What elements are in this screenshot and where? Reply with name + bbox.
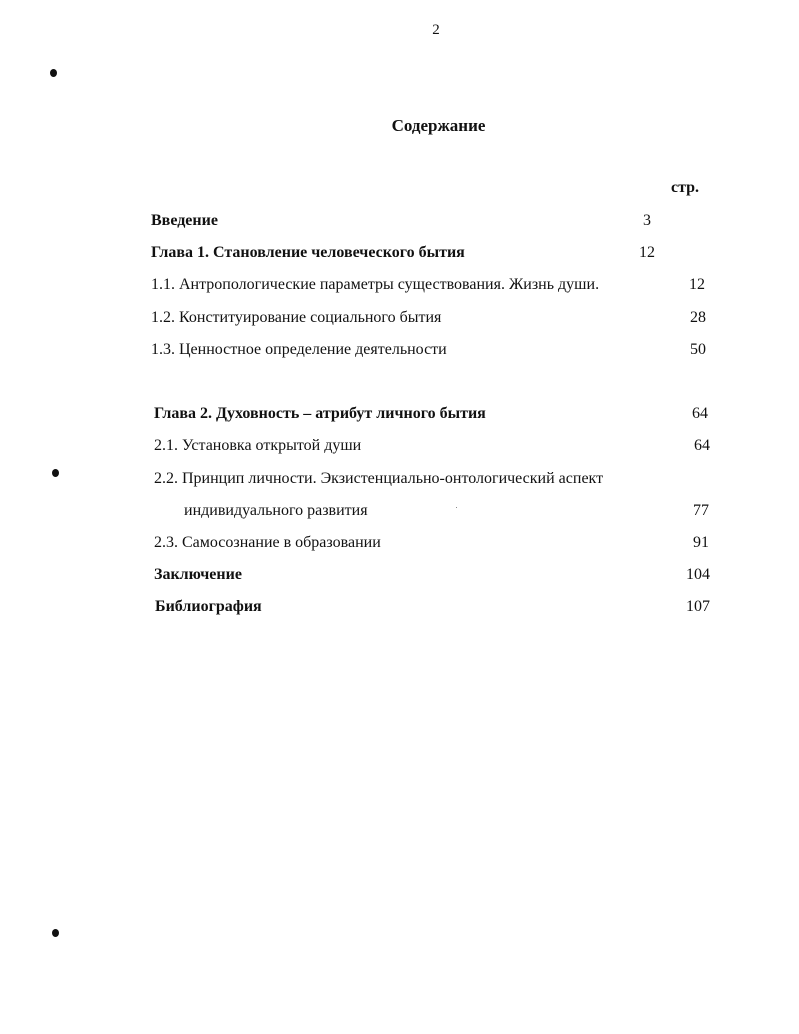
toc-entry-page: 64 bbox=[694, 437, 710, 454]
page-column-header: стр. bbox=[670, 179, 700, 196]
toc-entry-page: 3 bbox=[643, 212, 651, 229]
toc-entry-page: 77 bbox=[693, 502, 709, 519]
toc-entry-label: Введение bbox=[151, 212, 218, 229]
scan-speck bbox=[456, 507, 457, 508]
toc-entry-label: 2.1. Установка открытой души bbox=[154, 437, 362, 454]
toc-entry-page: 12 bbox=[689, 276, 705, 293]
toc-entry-page: 28 bbox=[690, 309, 706, 326]
toc-entry-label: 2.2. Принцип личности. Экзистенциально-онтологический аспект bbox=[154, 470, 604, 487]
toc-entry-page: 64 bbox=[692, 405, 708, 422]
toc-entry-2-2 bbox=[154, 468, 714, 490]
toc-entry-label: 1.1. Антропологические параметры существования. Жизнь души. bbox=[151, 276, 600, 293]
toc-entry-introduction bbox=[151, 210, 711, 232]
toc-entry-page: 107 bbox=[686, 598, 710, 615]
toc-entry-label: Библиография bbox=[155, 598, 262, 615]
toc-entry-1-1 bbox=[151, 274, 711, 296]
toc-entry-label: 1.2. Конституирование социального бытия bbox=[151, 309, 442, 326]
toc-entry-1-3 bbox=[151, 339, 711, 361]
toc-entry-page: 12 bbox=[639, 244, 655, 261]
toc-entry-chapter-2 bbox=[154, 403, 714, 425]
punch-hole-mark-middle bbox=[52, 469, 59, 477]
page-number: 2 bbox=[432, 22, 440, 38]
toc-entry-label: Глава 2. Духовность – атрибут личного бытия bbox=[154, 405, 486, 422]
toc-entry-1-2 bbox=[151, 307, 711, 329]
toc-entry-page: 104 bbox=[686, 566, 710, 583]
toc-entry-label: Глава 1. Становление человеческого бытия bbox=[151, 244, 465, 261]
toc-entry-label: 2.3. Самосознание в образовании bbox=[154, 534, 381, 551]
toc-entry-chapter-1 bbox=[151, 242, 711, 264]
toc-entry-label: Заключение bbox=[154, 566, 242, 583]
toc-entry-2-3 bbox=[154, 532, 714, 554]
toc-entry-page: 91 bbox=[693, 534, 709, 551]
toc-entry-page: 50 bbox=[690, 341, 706, 358]
toc-entry-label: индивидуального развития bbox=[184, 502, 368, 519]
punch-hole-mark-top bbox=[50, 69, 57, 77]
punch-hole-mark-bottom bbox=[52, 929, 59, 937]
toc-entry-bibliography bbox=[155, 596, 715, 618]
toc-entry-2-1 bbox=[154, 435, 714, 457]
toc-entry-2-2-continued bbox=[184, 500, 714, 522]
toc-title: Содержание bbox=[391, 116, 486, 135]
toc-entry-label: 1.3. Ценностное определение деятельности bbox=[151, 341, 447, 358]
toc-entry-conclusion bbox=[154, 564, 714, 586]
